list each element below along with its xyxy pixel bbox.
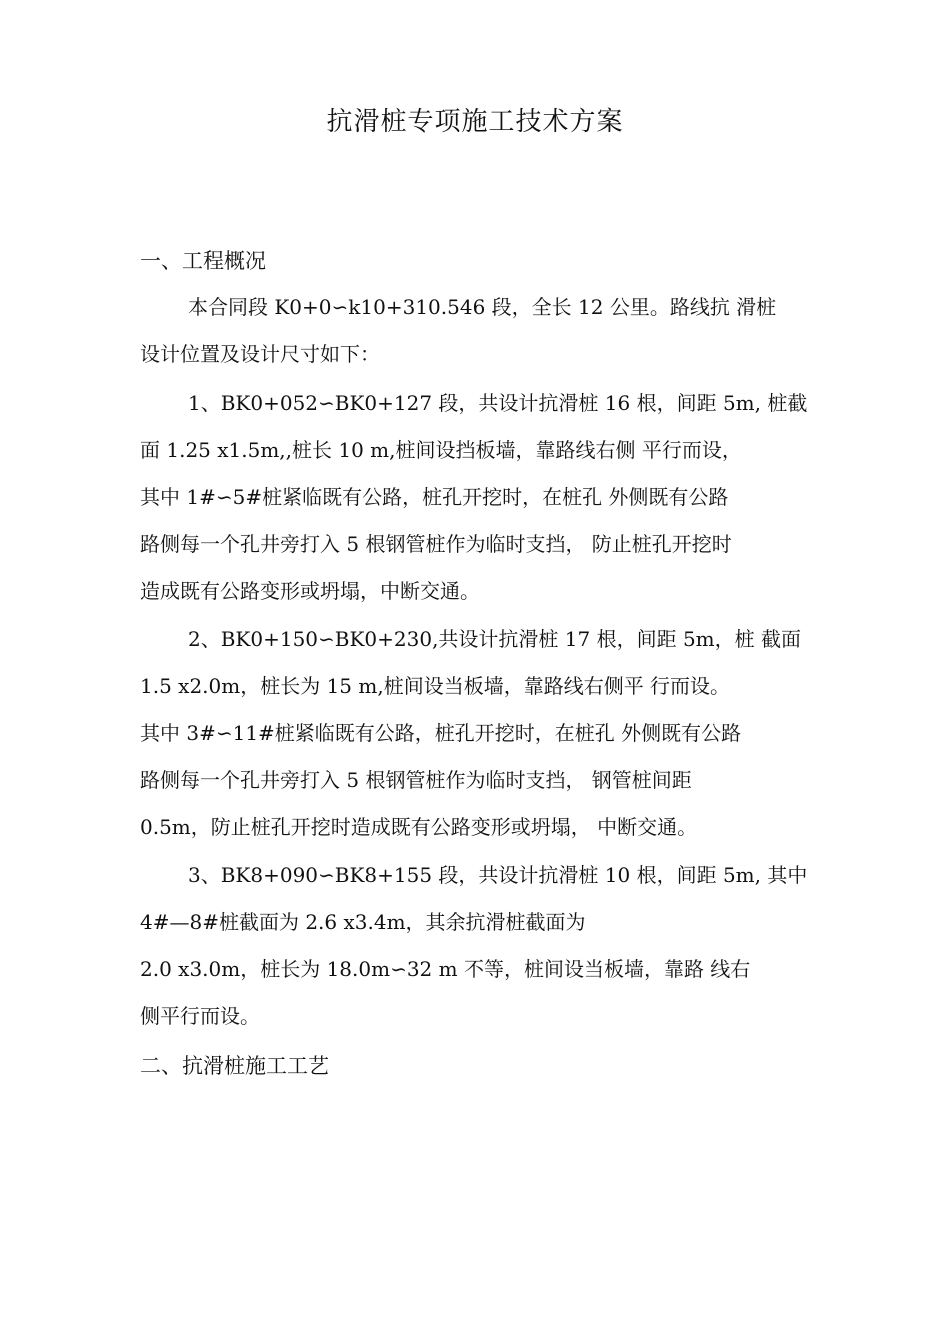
text-line: 面 1.25 x1.5m,,桩长 10 m,桩间设挡板墙，靠路线右侧 平行而设，	[140, 438, 742, 462]
document-title: 抗滑桩专项施工技术方案	[326, 107, 624, 137]
paragraph-item-1	[140, 380, 830, 615]
text-line: 1.5 x2.0m，桩长为 15 m,桩间设当板墙，靠路线右侧平 行而设。	[140, 674, 731, 698]
text-line: 2.0 x3.0m，桩长为 18.0m∽32 m 不等，桩间设当板墙，靠路 线右	[140, 957, 751, 981]
text-line: 造成既有公路变形或坍塌，中断交通。	[140, 579, 480, 603]
paragraph-item-3	[140, 852, 830, 1040]
text-line: 其中 3#∽11#桩紧临既有公路，桩孔开挖时，在桩孔 外侧既有公路	[140, 721, 742, 745]
text-line: 设计位置及设计尺寸如下：	[140, 342, 380, 366]
text-line: 0.5m，防止桩孔开挖时造成既有公路变形或坍塌， 中断交通。	[140, 815, 698, 839]
text-line: 侧平行而设。	[140, 1004, 260, 1028]
paragraph-item-2	[140, 616, 830, 851]
section-heading-process: 二、抗滑桩施工工艺	[140, 1054, 329, 1078]
text-line: 本合同段 K0+0∽k10+310.546 段，全长 12 公里。路线抗 滑桩	[188, 295, 777, 319]
paragraph-intro	[140, 284, 830, 378]
text-line: 4#—8#桩截面为 2.6 x3.4m，其余抗滑桩截面为	[140, 910, 586, 934]
text-line: 2、BK0+150∽BK0+230,共设计抗滑桩 17 根，间距 5m，桩 截面	[188, 627, 801, 651]
section-heading-overview: 一、工程概况	[140, 249, 266, 273]
text-line: 1、BK0+052∽BK0+127 段，共设计抗滑桩 16 根，间距 5m, 桩截	[188, 391, 808, 415]
text-line: 路侧每一个孔井旁打入 5 根钢管桩作为临时支挡， 防止桩孔开挖时	[140, 532, 732, 556]
text-line: 3、BK8+090∽BK8+155 段，共设计抗滑桩 10 根，间距 5m, 其中	[188, 863, 808, 887]
text-line: 其中 1#∽5#桩紧临既有公路，桩孔开挖时，在桩孔 外侧既有公路	[140, 485, 729, 509]
text-line: 路侧每一个孔井旁打入 5 根钢管桩作为临时支挡， 钢管桩间距	[140, 768, 692, 792]
